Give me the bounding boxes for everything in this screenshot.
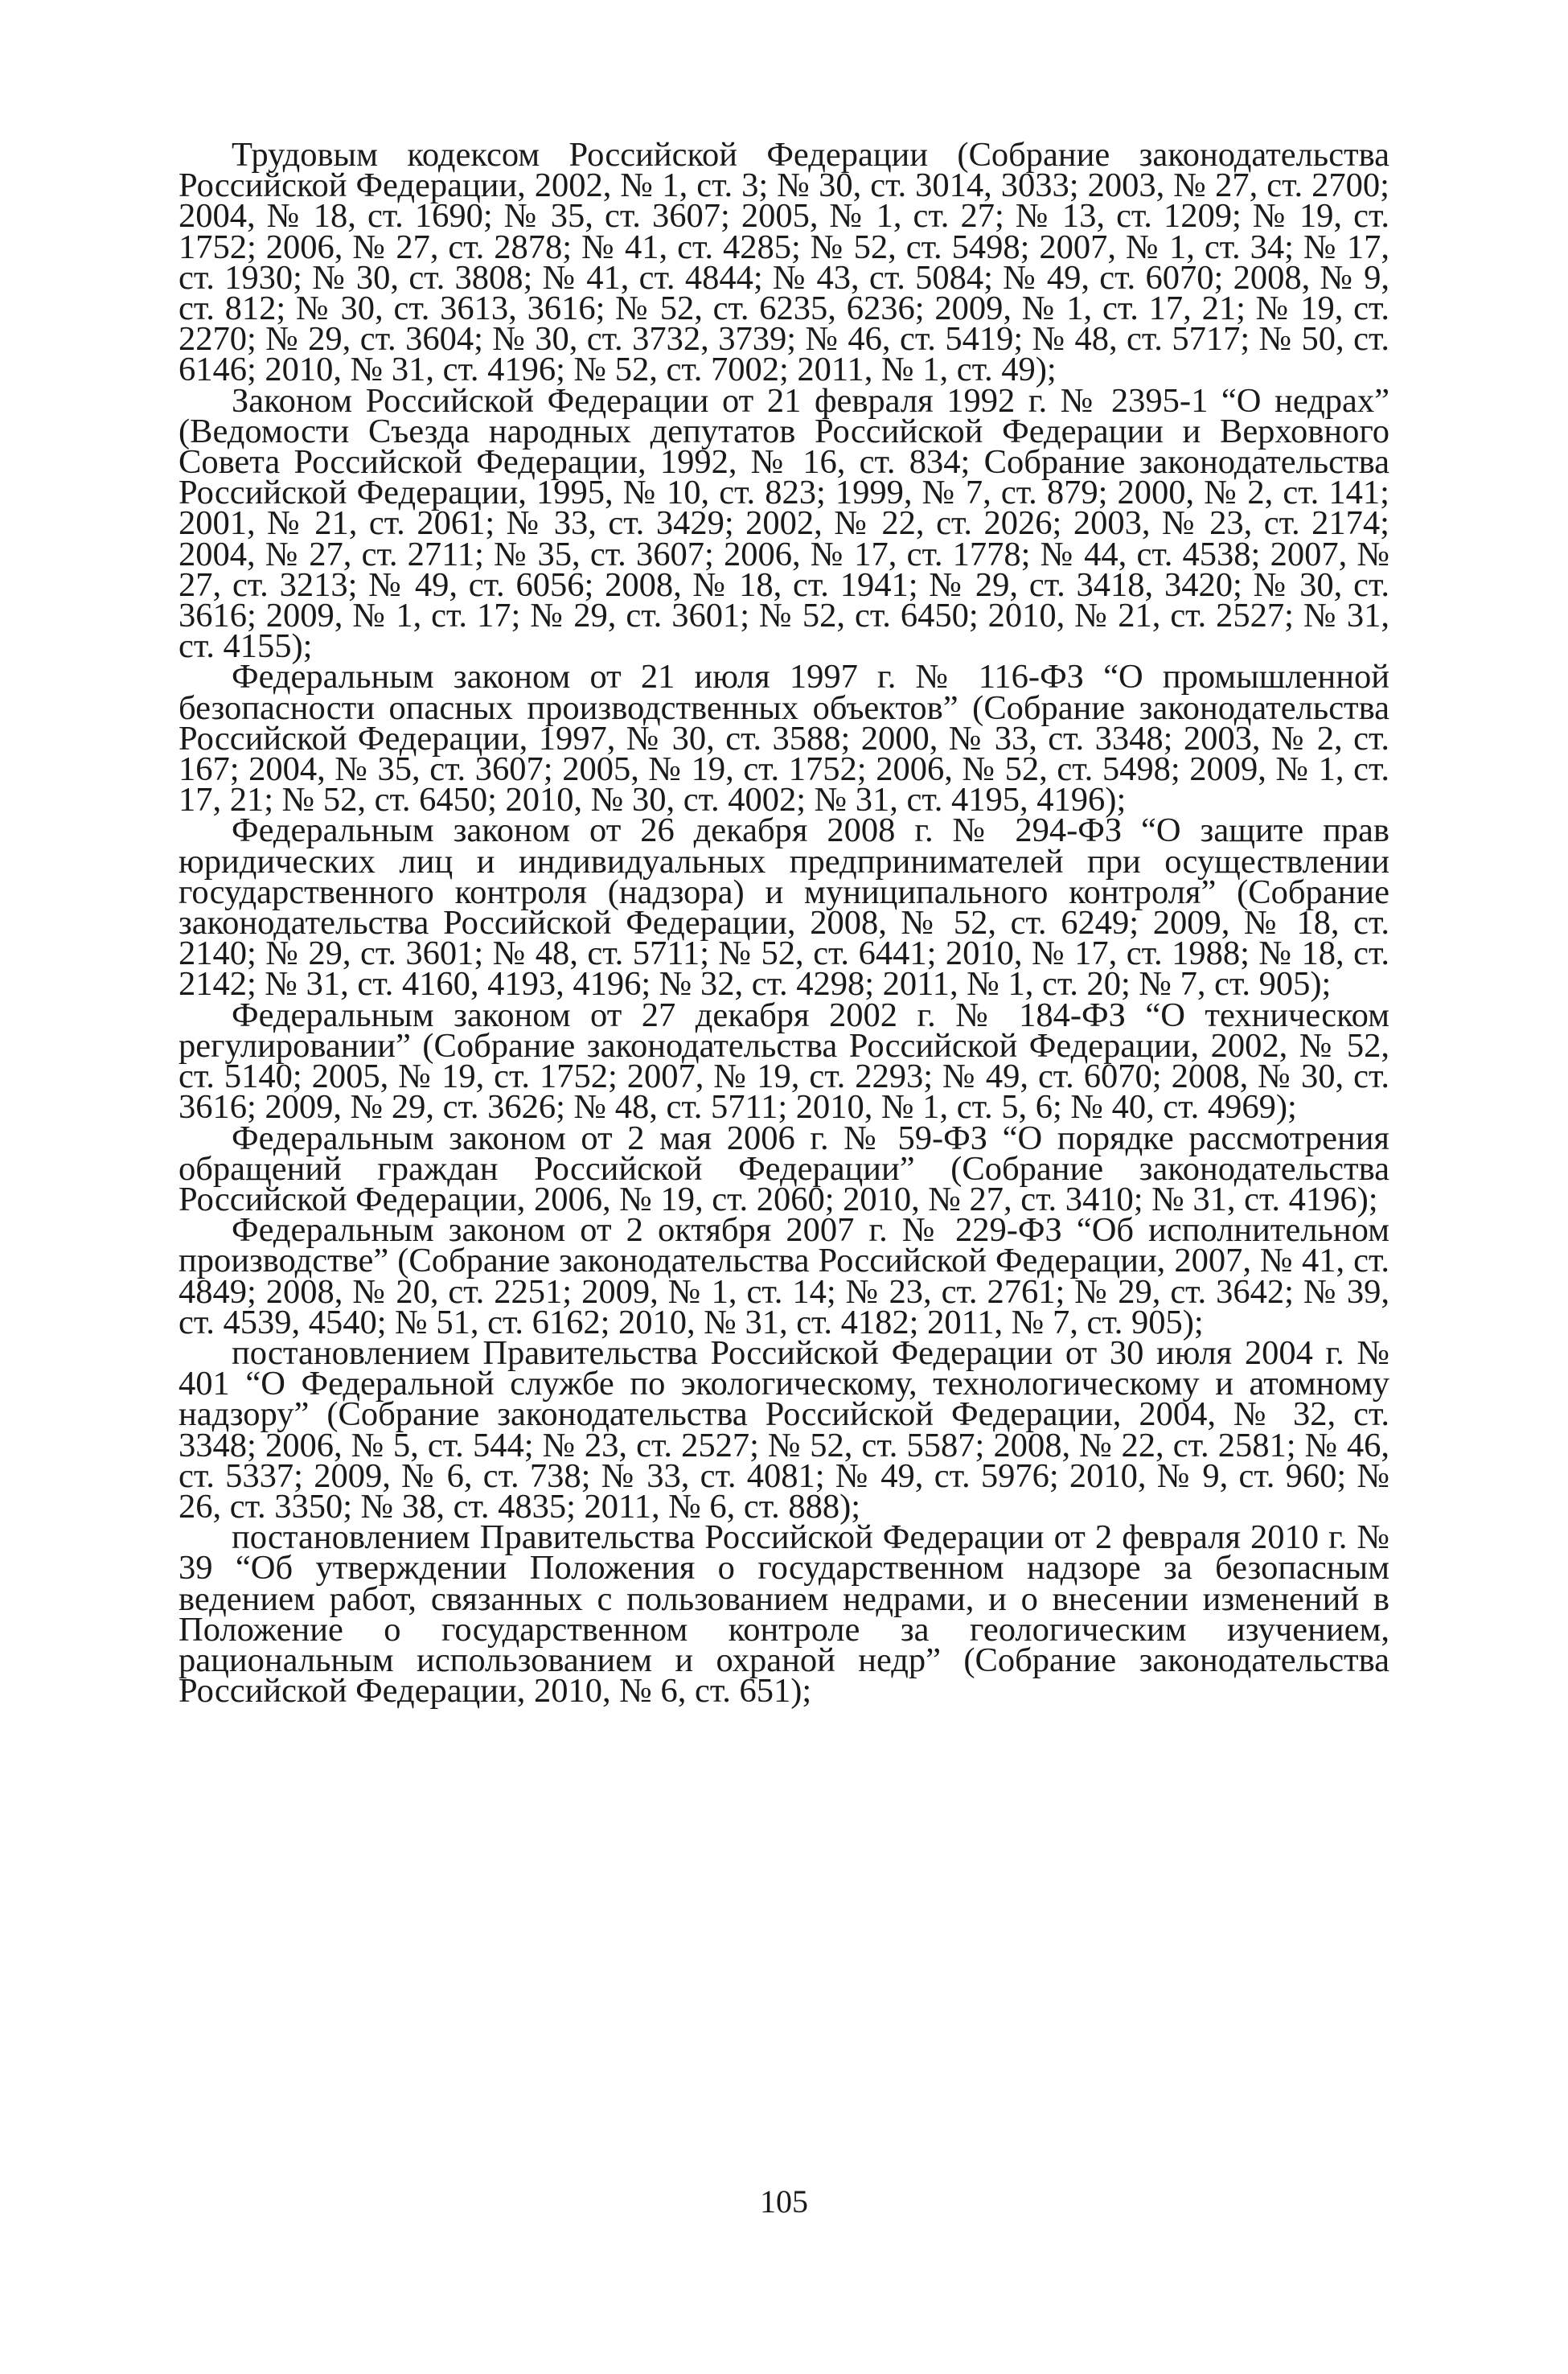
paragraph-resolution-401: постановлением Правительства Российской Федерации от 30 июля 2004 г. № 401 “О Федеральной службе по экологическому, технологическому и атомному надзору” (Собрание законодательства Российской Федерации, 2004, № 32, ст. 3348; 2006, № 5, ст. 544; № 23, ст. 2527; № 52, ст. 5587; 2008, № 22, ст. 2581; № 46, ст. 5337; 2009, № 6, ст. 738; № 33, ст. 4081; № 49, ст. 5976; 2010, № 9, ст. 960; № 26, ст. 3350; № 38, ст. 4835; 2011, № 6, ст. 888);	[179, 1333, 1389, 1526]
paragraph-law-enforcement-proceedings: Федеральным законом от 2 октября 2007 г. № 229-ФЗ “Об исполнительном производстве” (Собрание законодательства Российской Федерации, 2007, № 41, ст. 4849; 2008, № 20, ст. 2251; 2009, № 1, ст. 14; № 23, ст. 2761; № 29, ст. 3642; № 39, ст. 4539, 4540; № 51, ст. 6162; 2010, № 31, ст. 4182; 2011, № 7, ст. 905);	[179, 1211, 1389, 1341]
paragraph-labor-code: Трудовым кодексом Российской Федерации (Собрание законодательства Российской Федерации, 2002, № 1, ст. 3; № 30, ст. 3014, 3033; 2003, № 27, ст. 2700; 2004, № 18, ст. 1690; № 35, ст. 3607; 2005, № 1, ст. 27; № 13, ст. 1209; № 19, ст. 1752; 2006, № 27, ст. 2878; № 41, ст. 4285; № 52, ст. 5498; 2007, № 1, ст. 34; № 17, ст. 1930; № 30, ст. 3808; № 41, ст. 4844; № 43, ст. 5084; № 49, ст. 6070; 2008, № 9, ст. 812; № 30, ст. 3613, 3616; № 52, ст. 6235, 6236; 2009, № 1, ст. 17, 21; № 19, ст. 2270; № 29, ст. 3604; № 30, ст. 3732, 3739; № 46, ст. 5419; № 48, ст. 5717; № 50, ст. 6146; 2010, № 31, ст. 4196; № 52, ст. 7002; 2011, № 1, ст. 49);	[179, 136, 1389, 389]
paragraph-law-on-subsoil: Законом Российской Федерации от 21 февраля 1992 г. № 2395-1 “О недрах” (Ведомости Съезда народных депутатов Российской Федерации и Верховного Совета Российской Федерации, 1992, № 16, ст. 834; Собрание законодательства Российской Федерации, 1995, № 10, ст. 823; 1999, № 7, ст. 879; 2000, № 2, ст. 141; 2001, № 21, ст. 2061; № 33, ст. 3429; 2002, № 22, ст. 2026; 2003, № 23, ст. 2174; 2004, № 27, ст. 2711; № 35, ст. 3607; 2006, № 17, ст. 1778; № 44, ст. 4538; 2007, № 27, ст. 3213; № 49, ст. 6056; 2008, № 18, ст. 1941; № 29, ст. 3418, 3420; № 30, ст. 3616; 2009, № 1, ст. 17; № 29, ст. 3601; № 52, ст. 6450; 2010, № 21, ст. 2527; № 31, ст. 4155);	[179, 381, 1389, 666]
document-body	[179, 136, 1389, 1711]
paragraph-law-citizen-appeals: Федеральным законом от 2 мая 2006 г. № 59-ФЗ “О порядке рассмотрения обращений граждан Российской Федерации” (Собрание законодательства Российской Федерации, 2006, № 19, ст. 2060; 2010, № 27, ст. 3410; № 31, ст. 4196);	[179, 1119, 1389, 1218]
page-number: 105	[760, 2183, 808, 2220]
paragraph-law-industrial-safety: Федеральным законом от 21 июля 1997 г. № 116-ФЗ “О промышленной безопасности опасных производственных объектов” (Собрание законодательства Российской Федерации, 1997, № 30, ст. 3588; 2000, № 33, ст. 3348; 2003, № 2, ст. 167; 2004, № 35, ст. 3607; 2005, № 19, ст. 1752; 2006, № 52, ст. 5498; 2009, № 1, ст. 17, 21; № 52, ст. 6450; 2010, № 30, ст. 4002; № 31, ст. 4195, 4196);	[179, 658, 1389, 819]
paragraph-resolution-39: постановлением Правительства Российской Федерации от 2 февраля 2010 г. № 39 “Об утверждении Положения о государственном надзоре за безопасным ведением работ, связанных с пользованием недрами, и о внесении изменений в Положение о государственном контроле за геологическим изучением, рациональным использованием и охраной недр” (Собрание законодательства Российской Федерации, 2010, № 6, ст. 651);	[179, 1518, 1389, 1711]
paragraph-law-legal-entities-protection: Федеральным законом от 26 декабря 2008 г. № 294-ФЗ “О защите прав юридических лиц и индивидуальных предпринимателей при осуществлении государственного контроля (надзора) и муниципального контроля” (Собрание законодательства Российской Федерации, 2008, № 52, ст. 6249; 2009, № 18, ст. 2140; № 29, ст. 3601; № 48, ст. 5711; № 52, ст. 6441; 2010, № 17, ст. 1988; № 18, ст. 2142; № 31, ст. 4160, 4193, 4196; № 32, ст. 4298; 2011, № 1, ст. 20; № 7, ст. 905);	[179, 811, 1389, 1004]
paragraph-law-technical-regulation: Федеральным законом от 27 декабря 2002 г. № 184-ФЗ “О техническом регулировании” (Собрание законодательства Российской Федерации, 2002, № 52, ст. 5140; 2005, № 19, ст. 1752; 2007, № 19, ст. 2293; № 49, ст. 6070; 2008, № 30, ст. 3616; 2009, № 29, ст. 3626; № 48, ст. 5711; 2010, № 1, ст. 5, 6; № 40, ст. 4969);	[179, 996, 1389, 1127]
